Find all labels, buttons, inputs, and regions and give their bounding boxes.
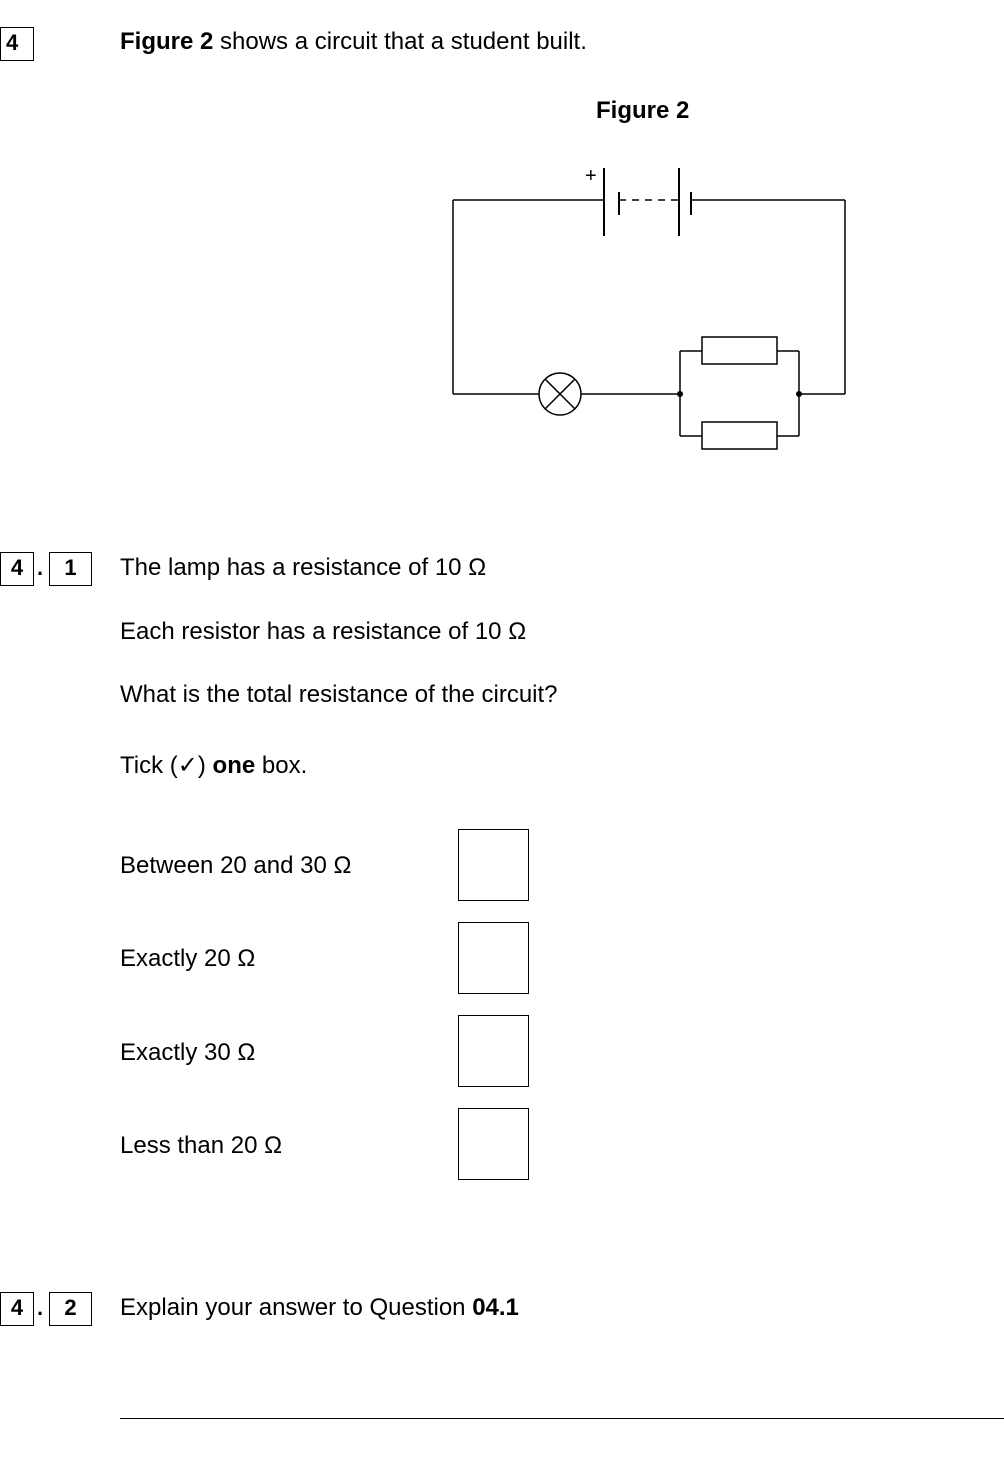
part2-prompt-ref: 04.1 xyxy=(472,1294,519,1321)
question-number-box xyxy=(0,27,34,61)
tick-instruction xyxy=(120,751,307,781)
resistor-upper xyxy=(702,337,777,364)
intro-text: shows a circuit that a student built. xyxy=(213,28,587,55)
option-checkbox-1[interactable] xyxy=(458,829,529,901)
part-separator: . xyxy=(37,555,44,580)
junction-dot-right xyxy=(796,391,802,397)
tick-instruction-pre: Tick (✓) xyxy=(120,752,213,779)
option-checkbox-3[interactable] xyxy=(458,1015,529,1087)
tick-instruction-post: box. xyxy=(255,752,308,779)
part2-number-a: 4 xyxy=(10,1295,24,1320)
question-prompt: What is the total resistance of the circuit? xyxy=(120,681,558,708)
option-label-3: Exactly 30 Ω xyxy=(120,1039,256,1066)
figure-reference: Figure 2 xyxy=(120,28,214,55)
battery-plus-label: + xyxy=(585,165,597,187)
part2-separator: . xyxy=(37,1295,44,1320)
part2-prompt-text: Explain your answer to Question xyxy=(120,1294,473,1321)
option-label-1: Between 20 and 30 Ω xyxy=(120,852,352,879)
option-label-4: Less than 20 Ω xyxy=(120,1132,283,1159)
lamp-resistance-text: The lamp has a resistance of 10 Ω xyxy=(120,554,487,581)
option-checkbox-2[interactable] xyxy=(458,922,529,994)
junction-dot-left xyxy=(677,391,683,397)
option-checkbox-4[interactable] xyxy=(458,1108,529,1180)
part2-prompt xyxy=(120,1293,519,1323)
question-intro xyxy=(120,27,587,57)
answer-line[interactable] xyxy=(120,1418,1004,1419)
tick-instruction-bold: one xyxy=(212,752,256,779)
question-number: 4 xyxy=(6,30,19,55)
part-number-a: 4 xyxy=(10,555,24,580)
option-label-2: Exactly 20 Ω xyxy=(120,945,256,972)
resistor-lower xyxy=(702,422,777,449)
part-number-box-a xyxy=(0,552,34,586)
part2-number-b: 2 xyxy=(64,1295,77,1320)
part2-number-box-a xyxy=(0,1292,34,1326)
part-number-box-b xyxy=(49,552,92,586)
part2-number-box-b xyxy=(49,1292,92,1326)
figure-title: Figure 2 xyxy=(596,97,690,124)
resistor-resistance-text: Each resistor has a resistance of 10 Ω xyxy=(120,618,527,645)
part-number-b: 1 xyxy=(64,555,77,580)
